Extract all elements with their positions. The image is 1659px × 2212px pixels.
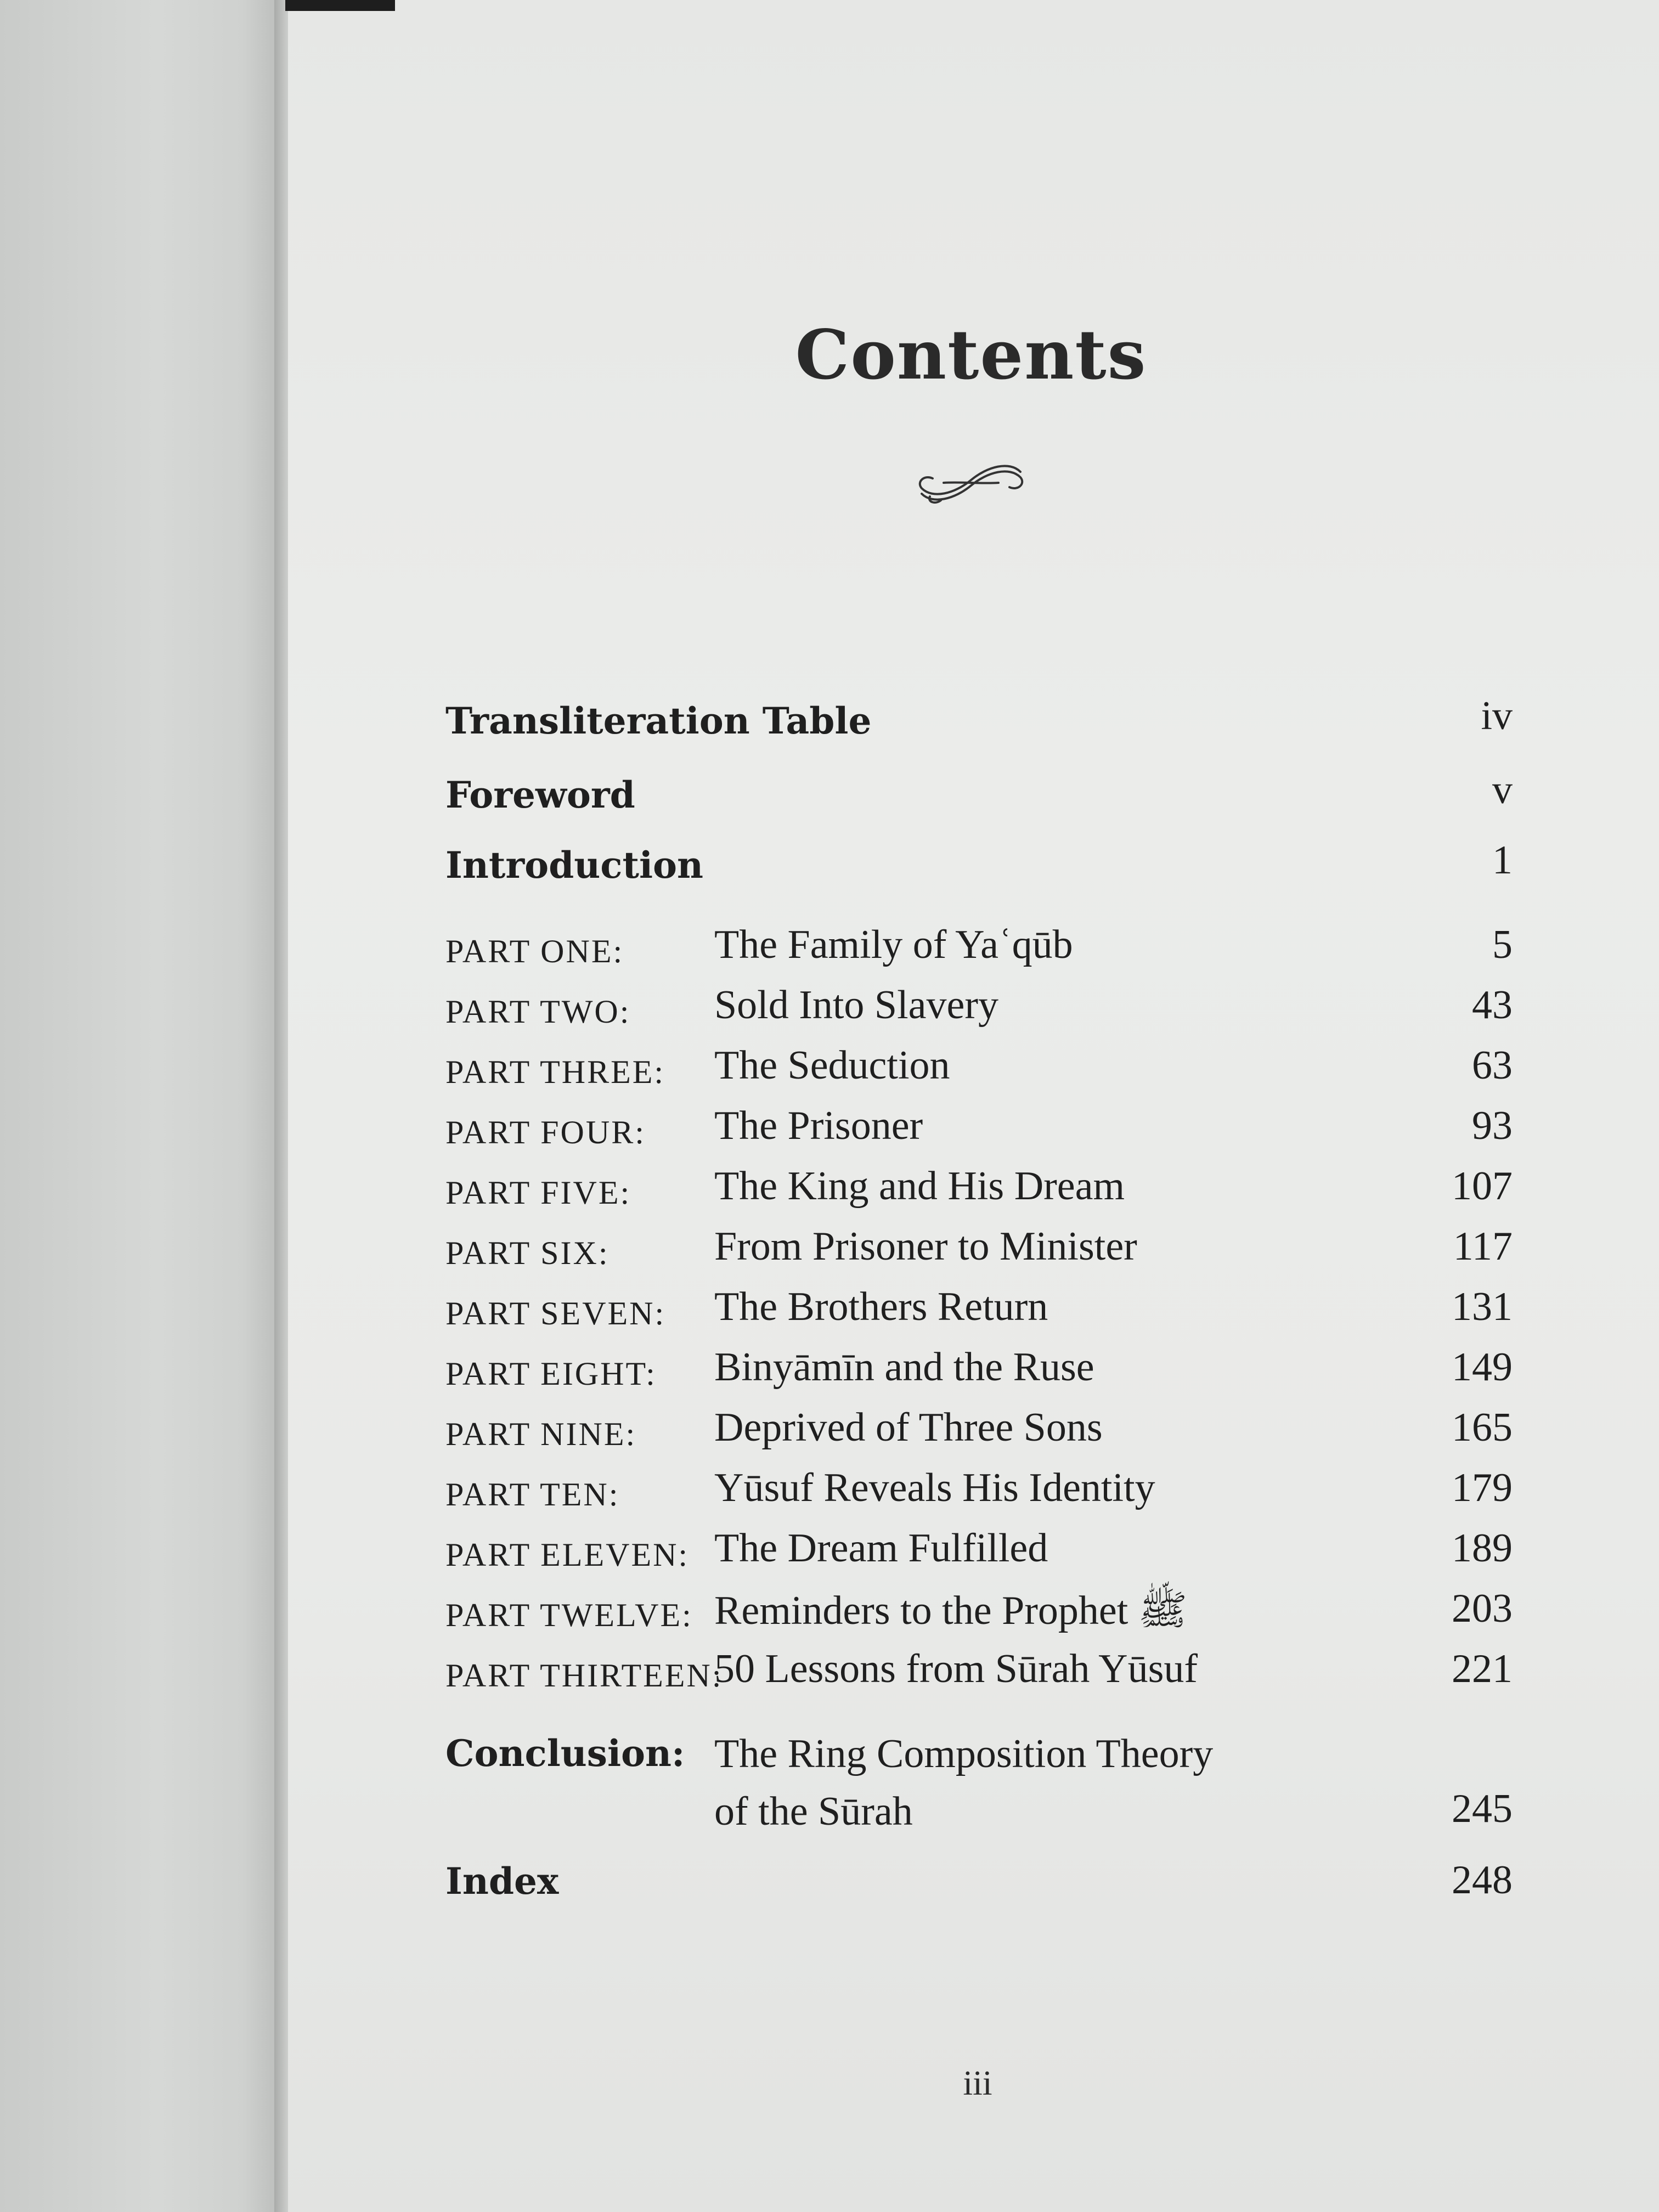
part-title: Deprived of Three Sons <box>714 1405 1103 1450</box>
toc-main-label: Index <box>445 1860 559 1903</box>
part-title: The Family of Yaʿqūb <box>714 922 1073 967</box>
toc-row-transliteration <box>445 693 1513 749</box>
toc-page-number: 221 <box>1452 1646 1513 1691</box>
part-label: PART NINE: <box>445 1416 637 1452</box>
toc-page-number: 131 <box>1452 1284 1513 1329</box>
toc-page-number: v <box>1492 768 1513 812</box>
toc-page-number: iv <box>1481 693 1513 738</box>
toc-page-number: 179 <box>1452 1465 1513 1510</box>
part-title: Sold Into Slavery <box>714 983 998 1028</box>
part-title: 50 Lessons from Sūrah Yūsuf <box>714 1646 1198 1691</box>
part-label: PART ONE: <box>445 933 624 969</box>
part-label: PART SIX: <box>445 1235 610 1271</box>
part-label: PART THIRTEEN: <box>445 1657 723 1694</box>
part-title: The Prisoner <box>714 1103 923 1148</box>
conclusion-title-line2: of the Sūrah <box>714 1789 913 1834</box>
toc-page-number: 93 <box>1472 1103 1513 1148</box>
table-of-contents <box>445 0 1513 2212</box>
toc-page-number: 189 <box>1452 1526 1513 1571</box>
toc-page-number: 1 <box>1492 838 1513 883</box>
toc-page-number: 43 <box>1472 983 1513 1028</box>
folio-page-number: iii <box>963 2063 992 2102</box>
part-title: Yūsuf Reveals His Identity <box>714 1465 1155 1510</box>
top-shadow <box>285 0 395 11</box>
part-label: PART EIGHT: <box>445 1356 657 1392</box>
part-title: From Prisoner to Minister <box>714 1224 1137 1269</box>
part-label: PART SEVEN: <box>445 1295 666 1331</box>
part-label: PART THREE: <box>445 1054 665 1090</box>
part-title: Binyāmīn and the Ruse <box>714 1345 1094 1390</box>
part-label: PART FOUR: <box>445 1114 646 1150</box>
toc-page-number: 149 <box>1452 1345 1513 1390</box>
toc-main-label: Foreword <box>445 774 635 816</box>
page-title: Contents <box>795 315 1147 395</box>
toc-page-number: 203 <box>1452 1586 1513 1631</box>
toc-row-foreword <box>445 768 1513 823</box>
toc-page-number: 63 <box>1472 1043 1513 1088</box>
toc-main-label: Introduction <box>445 844 704 887</box>
toc-page-number: 248 <box>1452 1858 1513 1903</box>
toc-page-number: 5 <box>1492 922 1513 967</box>
part-title: The Brothers Return <box>714 1284 1048 1329</box>
toc-main-label: Transliteration Table <box>445 699 872 742</box>
conclusion-title-line1: The Ring Composition Theory <box>714 1731 1214 1776</box>
toc-page-number: 117 <box>1453 1224 1513 1269</box>
part-title: Reminders to the Prophet ﷺ <box>714 1588 1188 1633</box>
toc-main-label: Conclusion: <box>445 1732 685 1775</box>
toc-page-number: 165 <box>1452 1405 1513 1450</box>
toc-page-number: 245 <box>1452 1786 1513 1831</box>
part-title: The Dream Fulfilled <box>714 1526 1048 1571</box>
part-title: The King and His Dream <box>714 1164 1125 1209</box>
part-label: PART TWELVE: <box>445 1597 693 1633</box>
part-title: The Seduction <box>714 1043 950 1088</box>
part-label: PART FIVE: <box>445 1175 631 1211</box>
toc-row-introduction <box>445 838 1513 893</box>
part-label: PART ELEVEN: <box>445 1537 690 1573</box>
toc-page-number: 107 <box>1452 1164 1513 1209</box>
part-label: PART TWO: <box>445 994 631 1030</box>
part-label: PART TEN: <box>445 1476 620 1513</box>
